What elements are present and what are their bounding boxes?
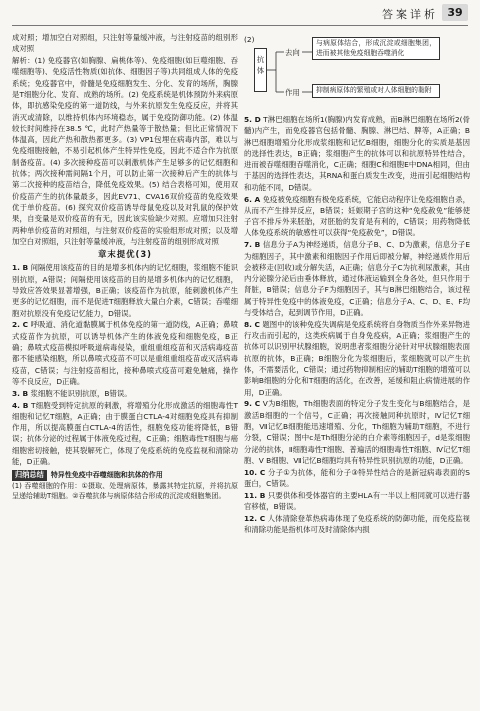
question-item: [244, 490, 470, 513]
antibody-diagram: [244, 34, 470, 110]
question-text: 分子①为抗体，能和分子③特异性结合的是新冠病毒表面的S蛋白，C错误。: [244, 467, 470, 488]
question-item: [244, 194, 470, 239]
question-number: 11. B: [244, 490, 266, 500]
explanation-paragraph: 解析：(1) 免疫器官(如胸腺、扁桃体等)、免疫细胞(如巨噬细胞、吞噬细胞等)、免疫活性物质(如抗体、细胞因子等)共同组成人体的免疫系统；免疫器官中，骨髓是免疫细胞发生、分化、发育的场所，胸腺是T细胞分化、发育、成熟的场所。(2) 免疫系统是机体预防外来病原体，即抗感染免疫的第一道防线，与外来抗原发生免疫反应，并将其消灭或清除，以维持机体内环境稳态，属于免疫防御功能。(2) 体温较长时间维持在38.5 ℃，此时产热量等于散热量；但比正常情况下体温高，因此产热和散热都更多。(3) VP1包埋在病毒内部，难以与免疫细胞接触，不易引起机体产生特异性免疫，因此不适合作为抗原制备疫苗。(4) 多次接种疫苗可以刺激机体产生足够多的记忆细胞和抗体；两次接种需间隔1个月，可以防止第一次接种后产生的抗体与第二次接种的疫苗结合，降低免疫效果。(5) 结合表格可知，使用双价疫苗产生的抗体量最多，因此EV71、CVA16双价疫苗的免疫效果优于单价疫苗。(6) 探究双价疫苗诱导母鼠免疫以及对乳鼠的保护效果，自变量是双价疫苗的有无，因此该实验缺少对照。应增加只注射两种单价疫苗的对照组，与注射双价疫苗的实验组形成对照；以及增加空白对照组，只注射等量缓冲液，与注射疫苗的组别形成对照: [12, 56, 238, 246]
question-number: 9. C: [244, 399, 261, 409]
question-text: T淋巴细胞在场所1(胸腺)内发育成熟，而B淋巴细胞在场所2(骨髓)内产生，而免疫器官包括骨髓、胸腺、淋巴结、脾等，A正确；B淋巴细胞增殖分化形成浆细胞和记忆B细胞，细胞分化的实质是基因的选择性表达，B正确；浆细胞产生的抗体可以和抗原特异性结合，进而被吞噬细胞吞噬消化，C正确；细胞C和细胞E中DNA相同，但由于基因的选择性表达，其RNA和蛋白质发生改变，进而引起细胞结构和功能不同，D错误。: [244, 115, 470, 192]
summary-label: 归纳总结: [12, 470, 47, 480]
diagram-box-bottom: 抑制病原体的繁殖或对人体细胞的黏附: [312, 84, 440, 98]
question-text: V为B细胞，Th细胞表面的特定分子发生变化与B细胞结合，是激活B细胞的一个信号，C正确；再次接触同种抗原时，Ⅳ记忆T细胞，Ⅶ记忆B细胞能迅速增殖、分化，Th细胞为辅助T细胞，不进行分裂，C错误；图中c是Th细胞分泌的白介素等细胞因子，d是浆细胞分泌的抗体，Ⅱ细胞毒性T细胞、普遍活的细胞毒性T细胞、Ⅳ记忆T细胞、Ⅴ B细胞、Ⅶ记忆B细胞均具有特异性识别抗原的功能，D正确。: [244, 399, 470, 465]
question-text: 人体清除登革热病毒体现了免疫系统的防御功能，而免疫监视和清除功能是指机体可及时清除体内损: [244, 513, 470, 535]
question-item: [244, 239, 470, 318]
page-number: 39: [442, 4, 468, 21]
question-number: 1. B: [12, 263, 29, 273]
question-text: 间隔使用该疫苗的目的是增多机体内的记忆细胞，浆细胞不能识别抗原，A错误；间隔使用该疫苗的目的是增多机体内的记忆细胞，导致应答效果显著增强，B正确；该疫苗作为抗原，能刺激机体产生更多的记忆细胞，而不是促进T细胞释放大量白介素，C错误；吞噬细胞对抗原没有免疫记忆能力，D错误。: [12, 263, 238, 318]
section-title: 章末提优(3): [98, 249, 152, 260]
question-text: 只要供体和受体器官的主要HLA有一半以上相同就可以进行器官移植，B错误。: [244, 490, 470, 512]
header-rule: [12, 25, 468, 26]
answer-line: 成对照；增加空白对照组，只注射等量缓冲液，与注射疫苗的组别形成对照: [12, 33, 238, 54]
question-item: [244, 114, 470, 193]
question-number: 12. C: [244, 513, 266, 523]
question-text: 题图中的该种免疫失调病是免疫系统将自身物质当作外来异物进行攻击而引起的，这类疾病属于自身免疫病，A正确；浆细胞产生的抗体可以识别甲状腺细胞，说明患者浆细胞分泌针对甲状腺细胞表面抗原的抗体，B正确；B细胞分化为浆细胞后，浆细胞就可以产生抗体，不需要活化，C错误；通过药物抑制相应的辅助T细胞的增殖可以影响B细胞的分化和T细胞的活化，在改善，延缓和阻止病情进展的作用，D正确。: [244, 319, 470, 397]
question-number: 3. B: [12, 388, 29, 398]
question-item: [12, 400, 238, 468]
question-number: 5. D: [244, 115, 261, 124]
question-number: 8. C: [244, 319, 260, 329]
diagram-branch-top: 去向: [285, 48, 300, 57]
question-item: [244, 467, 470, 490]
question-item: [12, 388, 238, 399]
diagram-root-box: 抗体: [254, 48, 267, 92]
question-text: 信息分子A为神经递质，信息分子B、C、D为激素，信息分子E为细胞因子，其中激素和细胞因子作用后即被分解，神经递质作用后会被移走(回收)或分解失活，A正确；信息分子C为抗利尿激素，其由内分泌腺分泌后由垂体释放，通过体液运输到全身各处，但只作用于肾脏，B错误；信息分子F为细胞因子，其与B淋巴细胞结合，该过程属于特异性免疫中的体液免疫，C正确；信息分子A、C、D、E、F均与受体结合，起到调节作用，D正确。: [244, 240, 470, 318]
right-column: [244, 32, 470, 536]
question-number: 2. C: [12, 320, 29, 330]
question-item: [244, 513, 470, 536]
question-text: T细胞受到特定抗原的刺激，将增殖分化形成激活的细胞毒性T细胞和记忆T细胞，A正确；由于膜蛋白CTLA-4对细胞免疫具有抑制作用，所以提高膜蛋白CTLA-4的活性，细胞免疫功能将降低，B错误；抗体分泌的过程属于体液免疫过程，C正确；细胞毒性T细胞与癌细胞密切接触，使其裂解死亡，体现了免疫系统的免疫监视和清除功能，D正确。: [12, 400, 238, 466]
question-number: 7. B: [244, 240, 261, 250]
question-number: 4. B: [12, 400, 29, 410]
question-item: [244, 398, 470, 466]
summary-note: [12, 470, 238, 501]
header-title: 答案详析: [382, 8, 438, 21]
diagram-branch-bottom: 作用: [285, 88, 300, 97]
question-text: 浆细胞不能识别抗原，B错误。: [30, 388, 132, 398]
summary-text: (1) 吞噬细胞的作用：①摄取、处理病原体，暴露其特定抗原，并将抗原呈递给辅助T细胞。②吞噬抗体与病原体结合形成的沉淀或细胞集团。: [12, 481, 238, 501]
question-text: 免疫被免疫细胞有极免疫系统，它能启动程序让免疫细胞自杀，从而不产生排异反应，B错误；妊娠期子宫的这种“免疫赦免”能够使子宫不排斥外来胚胎，对胚胎的发育是有利的，C错误；用药物降低人体免疫系统的敏感性可以获得“免疫赦免”，D错误。: [244, 194, 470, 238]
question-item: [12, 262, 238, 318]
diagram-number: (2): [244, 35, 255, 44]
question-item: [12, 319, 238, 387]
question-item: [244, 319, 470, 398]
diagram-box-top: 与病原体结合，形成沉淀或细胞集团，进而被其他免疫细胞吞噬消化: [312, 37, 440, 60]
question-number: 6. A: [244, 194, 261, 204]
question-text: 呼吸道、消化道黏膜属于机体免疫的第一道防线，A正确；鼻喷式疫苗作为抗原，可以诱导机体产生的体液免疫和细胞免疫，B正确；鼻喷式疫苗模拟呼吸道病毒侵染，重组重组疫苗和灭活病毒疫苗都不能感染细胞，所以鼻喷式疫苗不可以是重组重组疫苗或灭活病毒疫苗，C错误；与注射疫苗相比，接种鼻喷式疫苗可避免触痛，操作等不良反应，D正确。: [12, 320, 239, 386]
summary-title: 特异性免疫中吞噬细胞和抗体的作用: [50, 471, 163, 480]
page-header: [0, 0, 480, 26]
question-number: 10. C: [244, 467, 266, 477]
left-column: [12, 32, 238, 502]
